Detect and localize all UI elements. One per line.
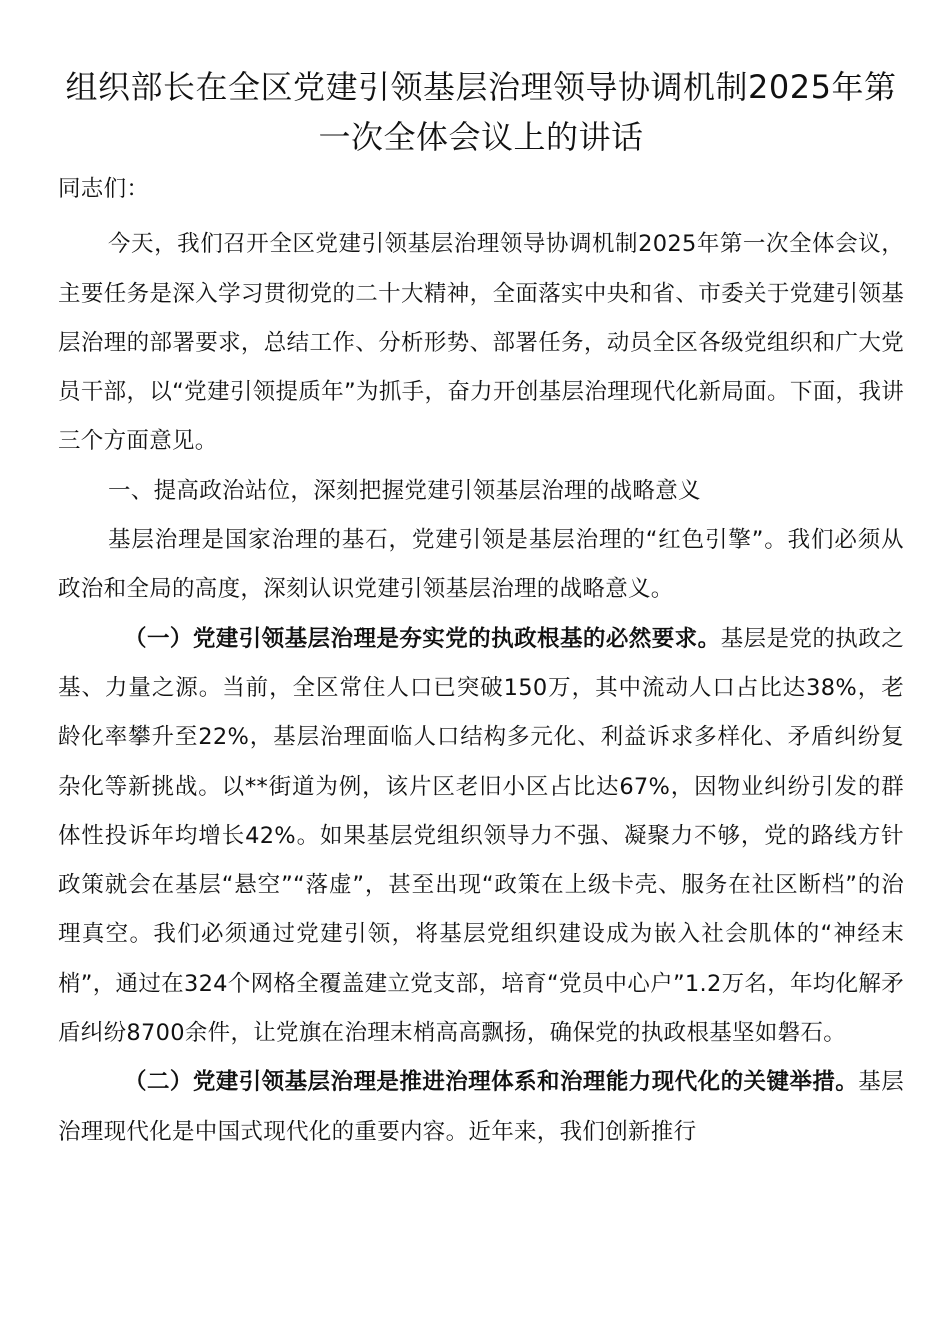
- point-1-body: 基层是党的执政之基、力量之源。当前，全区常住人口已突破150万，其中流动人口占比达38%，老龄化率攀升至22%，基层治理面临人口结构多元化、利益诉求多样化、矛盾纠纷复杂化等新挑战。以**街道为例，该片区老旧小区占比达67%，因物业纠纷引发的群体性投诉年均增长42%。如果基层党组织领导力不强、凝聚力不够，党的路线方针政策就会在基层“悬空”“落虚”，甚至出现“政策在上级卡壳、服务在社区断档”的治理真空。我们必须通过党建引领，将基层党组织建设成为嵌入社会肌体的“神经末梢”，通过在324个网格全覆盖建立党支部，培育“党员中心户”1.2万名，年均化解矛盾纠纷8700余件，让党旗在治理末梢高高飘扬，确保党的执政根基坚如磐石。: [58, 625, 904, 1047]
- document-title: 组织部长在全区党建引领基层治理领导协调机制2025年第一次全体会议上的讲话: [65, 68, 897, 156]
- point-2-heading: （二）党建引领基层治理是推进治理体系和治理能力现代化的关键举措。: [124, 1069, 859, 1096]
- point-1-paragraph: [58, 615, 904, 1059]
- point-2-paragraph: [58, 1058, 904, 1157]
- document-page: [58, 62, 904, 1157]
- greeting: 同志们：: [58, 176, 150, 202]
- intro-paragraph: 今天，我们召开全区党建引领基层治理领导协调机制2025年第一次全体会议，主要任务是深入学习贯彻党的二十大精神，全面落实中央和省、市委关于党建引领基层治理的部署要求，总结工作、分析形势、部署任务，动员全区各级党组织和广大党员干部，以“党建引领提质年”为抓手，奋力开创基层治理现代化新局面。下面，我讲三个方面意见。: [58, 231, 904, 455]
- point-2-body: 基层治理现代化是中国式现代化的重要内容。近年来，我们创新推行: [58, 1069, 904, 1145]
- point-1-heading: （一）党建引领基层治理是夯实党的执政根基的必然要求。: [124, 625, 721, 652]
- section-1-heading: 一、提高政治站位，深刻把握党建引领基层治理的战略意义: [108, 477, 701, 504]
- section-1-body: 基层治理是国家治理的基石，党建引领是基层治理的“红色引擎”。我们必须从政治和全局的高度，深刻认识党建引领基层治理的战略意义。: [58, 527, 904, 603]
